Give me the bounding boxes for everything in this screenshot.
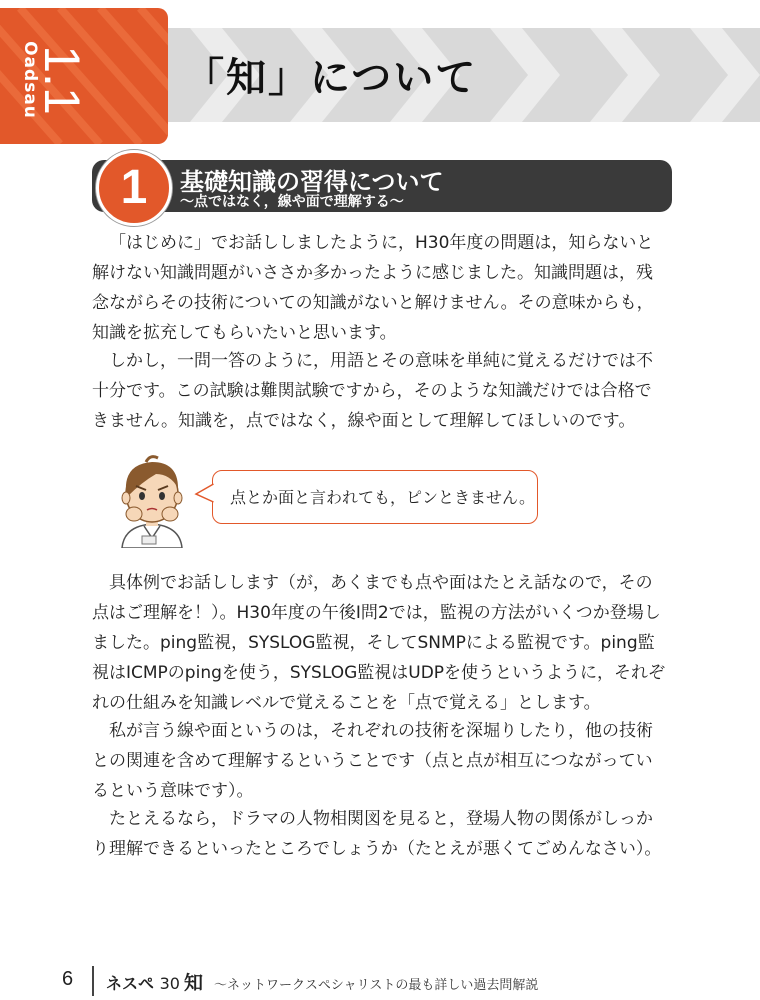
worried-person-icon <box>112 452 192 548</box>
chapter-tab-label: Oadsau <box>20 41 40 119</box>
footer-brand <box>106 971 180 994</box>
section-number: 1 <box>120 161 148 214</box>
body-paragraph-3: 具体例でお話しします（が，あくまでも点や面はたとえ話なので，その点はご理解を！）。H30年度の午後Ⅰ問2では，監視の方法がいくつか登場しました。ping監視，SYSLOG監視，そしてSNMPによる監視です。ping監視はICMPのpingを使う，SYSLOG監視はUDPを使うというように，それぞれの仕組みを知識レベルで覚えることを「点で覚える」とします。 <box>92 573 666 713</box>
section-subtitle: 〜点ではなく，線や面で理解する〜 <box>180 194 404 210</box>
chapter-tab <box>0 8 168 144</box>
footer-subtitle: 〜ネットワークスペシャリストの最も詳しい過去問解説 <box>214 978 539 993</box>
body-paragraph-2: しかし，一問一答のように，用語とその意味を単純に覚えるだけでは不十分です。この試験は難関試験ですから，そのような知識だけでは合格できません。知識を，点ではなく，線や面として理解してほしいのです。 <box>92 351 653 431</box>
body-paragraph-1: 「はじめに」でお話ししましたように，H30年度の問題は，知らないと解けない知識問題がいささか多かったように感じました。知識問題は，残念ながらその技術についての知識がないと解けません。その意味からも，知識を拡充してもらいたいと思います。 <box>92 233 654 343</box>
section-title: 基礎知識の習得について <box>180 168 444 196</box>
speech-bubble-text: 点とか面と言われても，ピンときません。 <box>230 488 535 507</box>
page-number: 6 <box>62 968 74 990</box>
body-paragraph-4: 私が言う線や面というのは，それぞれの技術を深堀りしたり，他の技術との関連を含めて理解するということです（点と点が相互につながっているという意味です）。 <box>92 721 653 801</box>
footer-kanji: 知 <box>184 972 204 994</box>
chapter-number: 1.1 <box>34 45 90 115</box>
body-paragraph-5: たとえるなら，ドラマの人物相関図を見ると，登場人物の関係がしっかり理解できるといったところでしょうか（たとえが悪くてごめんなさい）。 <box>92 809 662 859</box>
chapter-title: 「知」について <box>184 55 478 101</box>
footer-brand-number: 30 <box>159 974 180 993</box>
speech-bubble-tail-icon <box>194 482 214 506</box>
footer-brand-name: ネスペ <box>106 974 155 993</box>
footer-divider <box>92 966 94 996</box>
